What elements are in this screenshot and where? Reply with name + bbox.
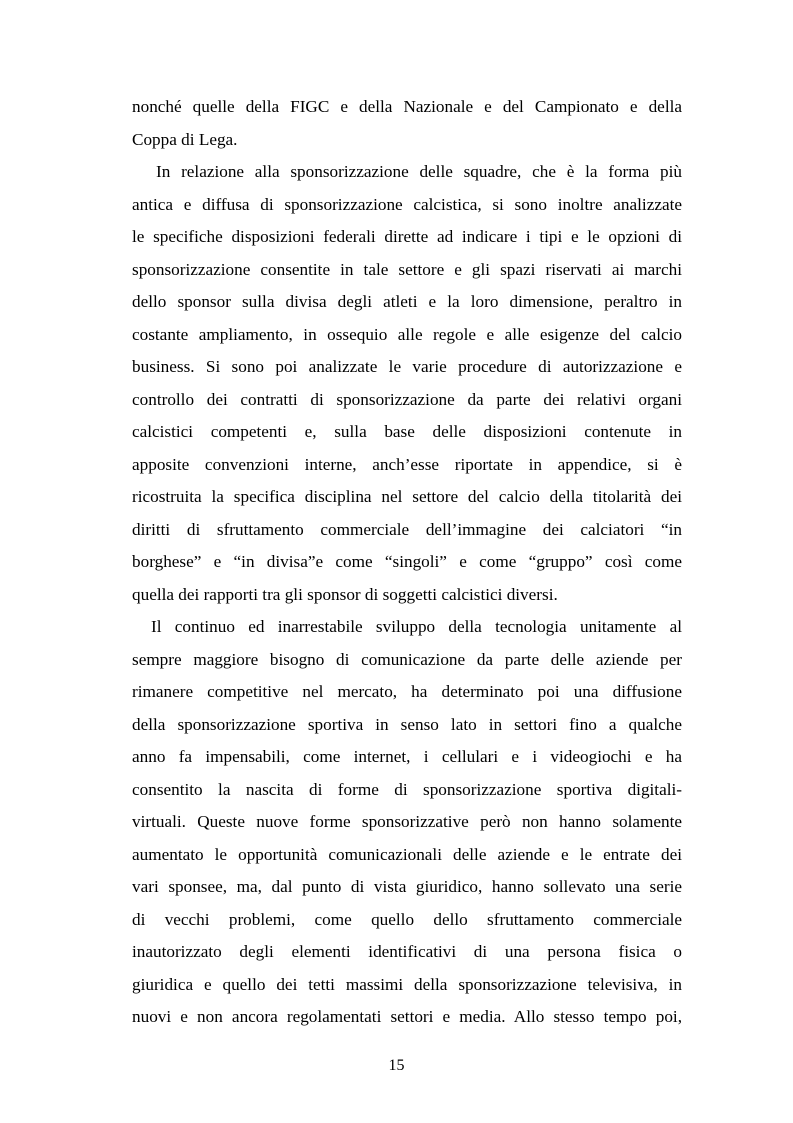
text-line: diritti di sfruttamento commerciale dell’immagine dei calciatori “in — [132, 519, 682, 539]
text-line: ricostruita la specifica disciplina nel settore del calcio della titolarità dei — [132, 487, 682, 506]
text-line: calcistici competenti e, sulla base delle disposizioni contenute in — [132, 422, 682, 441]
text-line: nonché quelle della FIGC e della Nazionale e del Campionato e della — [132, 97, 682, 116]
text-line: quella dei rapporti tra gli sponsor di soggetti calcistici diversi. — [132, 584, 558, 604]
text-line: dello sponsor sulla divisa degli atleti e la loro dimensione, peraltro in — [132, 292, 682, 311]
text-line: di vecchi problemi, come quello dello sfruttamento commerciale — [132, 909, 682, 929]
text-line: borghese” e “in divisa”e come “singoli” e come “gruppo” così come — [132, 552, 682, 571]
text-line: virtuali. Queste nuove forme sponsorizzative però non hanno solamente — [132, 812, 682, 831]
text-line: nuovi e non ancora regolamentati settori e media. Allo stesso tempo poi, — [132, 1007, 682, 1026]
text-line: rimanere competitive nel mercato, ha determinato poi una diffusione — [132, 682, 682, 701]
text-line: antica e diffusa di sponsorizzazione calcistica, si sono inoltre analizzate — [132, 194, 682, 214]
text-line: controllo dei contratti di sponsorizzazione da parte dei relativi organi — [132, 389, 682, 409]
text-line: costante ampliamento, in ossequio alle regole e alle esigenze del calcio — [132, 324, 682, 344]
text-line: vari sponsee, ma, dal punto di vista giuridico, hanno sollevato una serie — [132, 877, 682, 896]
text-line: aumentato le opportunità comunicazionali delle aziende e le entrate dei — [132, 844, 682, 864]
text-line: consentito la nascita di forme di sponsorizzazione sportiva digitali- — [132, 779, 682, 799]
text-line: anno fa impensabili, come internet, i cellulari e i videogiochi e ha — [132, 747, 682, 766]
text-line: della sponsorizzazione sportiva in senso lato in settori fino a qualche — [132, 714, 682, 734]
body-text — [132, 91, 682, 1034]
text-line: sponsorizzazione consentite in tale settore e gli spazi riservati ai marchi — [132, 259, 682, 279]
text-line: business. Si sono poi analizzate le varie procedure di autorizzazione e — [132, 357, 682, 376]
text-line: In relazione alla sponsorizzazione delle squadre, che è la forma più — [156, 162, 682, 181]
text-line: Coppa di Lega. — [132, 129, 238, 149]
text-line: le specifiche disposizioni federali dirette ad indicare i tipi e le opzioni di — [132, 227, 682, 246]
text-line: inautorizzato degli elementi identificativi di una persona fisica o — [132, 942, 682, 961]
text-line: sempre maggiore bisogno di comunicazione da parte delle aziende per — [132, 649, 682, 669]
text-line: Il continuo ed inarrestabile sviluppo della tecnologia unitamente al — [151, 617, 682, 636]
text-line: apposite convenzioni interne, anch’esse riportate in appendice, si è — [132, 454, 682, 474]
text-line: giuridica e quello dei tetti massimi della sponsorizzazione televisiva, in — [132, 974, 682, 994]
page-number: 15 — [388, 1057, 405, 1074]
